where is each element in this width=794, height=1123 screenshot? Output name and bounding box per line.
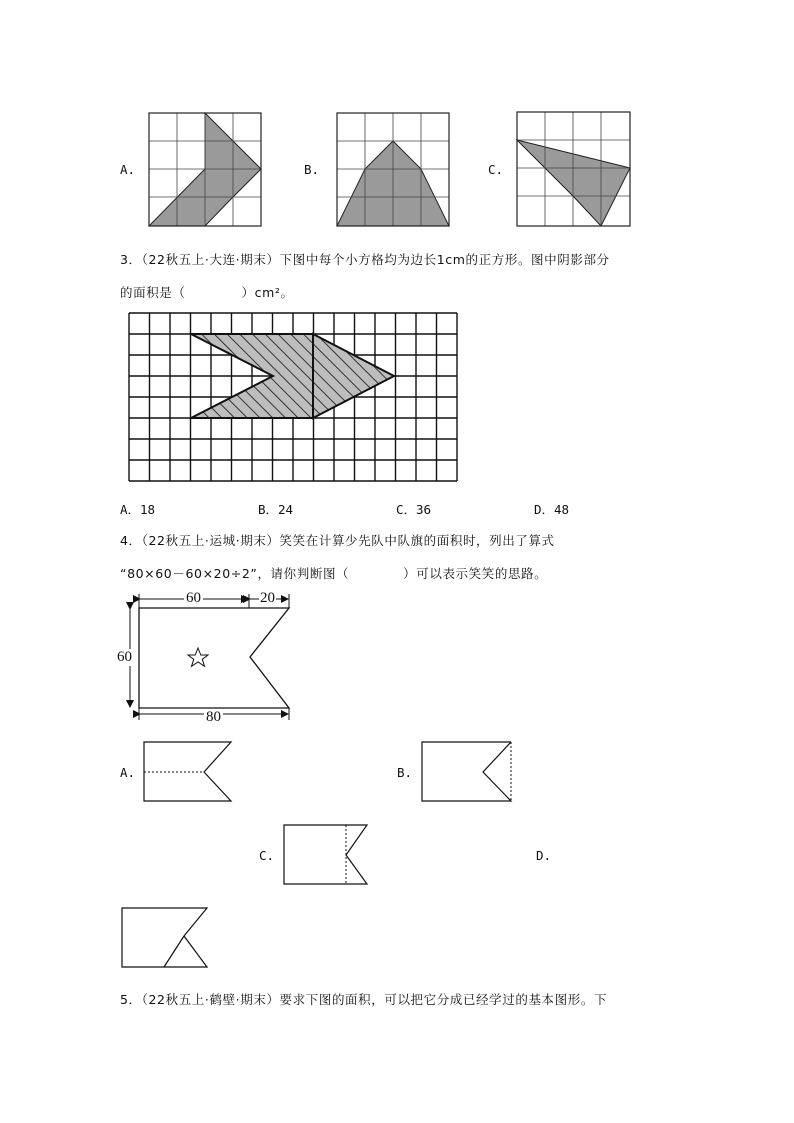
q4-option-b-figure[interactable] [421, 741, 513, 803]
q4-dim-bottom: 80 [206, 709, 221, 725]
q2-option-b-figure [337, 113, 449, 226]
q2-option-a-label: A. [120, 162, 136, 177]
q4-question-line1: 4．（22秋五上·运城·期末）笑笑在计算少先队中队旗的面积时，列出了算式 [120, 533, 555, 548]
q4-dim-top-right: 20 [260, 590, 275, 606]
q3-line2-suffix: ）cm²。 [241, 285, 294, 300]
q4-option-c-label[interactable]: C. [259, 848, 275, 863]
q2-option-c-label: C. [488, 162, 504, 177]
q2-option-c-figure [517, 112, 630, 226]
q4-option-a-figure[interactable] [143, 741, 233, 803]
q4-option-a-label[interactable]: A. [120, 765, 136, 780]
q4-dim-left: 60 [117, 649, 132, 665]
q2-option-b-label: B. [304, 162, 320, 177]
q4-option-d-label[interactable]: D. [536, 848, 552, 863]
q3-shaded-right [313, 334, 394, 418]
q3-grid-figure [129, 313, 457, 481]
q4-line2-prefix: “80×60－60×20÷2”，请你判断图（ [120, 566, 350, 581]
q5-question-line1: 5．（22秋五上·鹤壁·期末）要求下图的面积，可以把它分成已经学过的基本图形。下 [120, 992, 608, 1007]
q3-question-line2 [120, 283, 294, 301]
q4-line2-suffix: ）可以表示笑笑的思路。 [403, 566, 548, 581]
star-icon [188, 648, 208, 666]
q2-option-a-figure [149, 113, 261, 226]
q4-option-b-label[interactable]: B. [397, 765, 413, 780]
q3-choice-d[interactable]: D．48 [534, 502, 570, 517]
q3-line2-prefix: 的面积是（ [120, 285, 186, 300]
q4-question-line2 [120, 564, 547, 582]
q3-choice-c[interactable]: C．36 [396, 502, 432, 517]
q4-option-d-figure[interactable] [121, 907, 209, 969]
q3-question-line1: 3．（22秋五上·大连·期末）下图中每个小方格均为边长1cm的正方形。图中阴影部分 [120, 252, 610, 267]
q4-dim-top-left: 60 [186, 590, 201, 606]
q4-option-c-figure[interactable] [283, 824, 369, 886]
q3-choice-a[interactable]: A．18 [120, 502, 156, 517]
q3-choice-b[interactable]: B．24 [258, 502, 294, 517]
